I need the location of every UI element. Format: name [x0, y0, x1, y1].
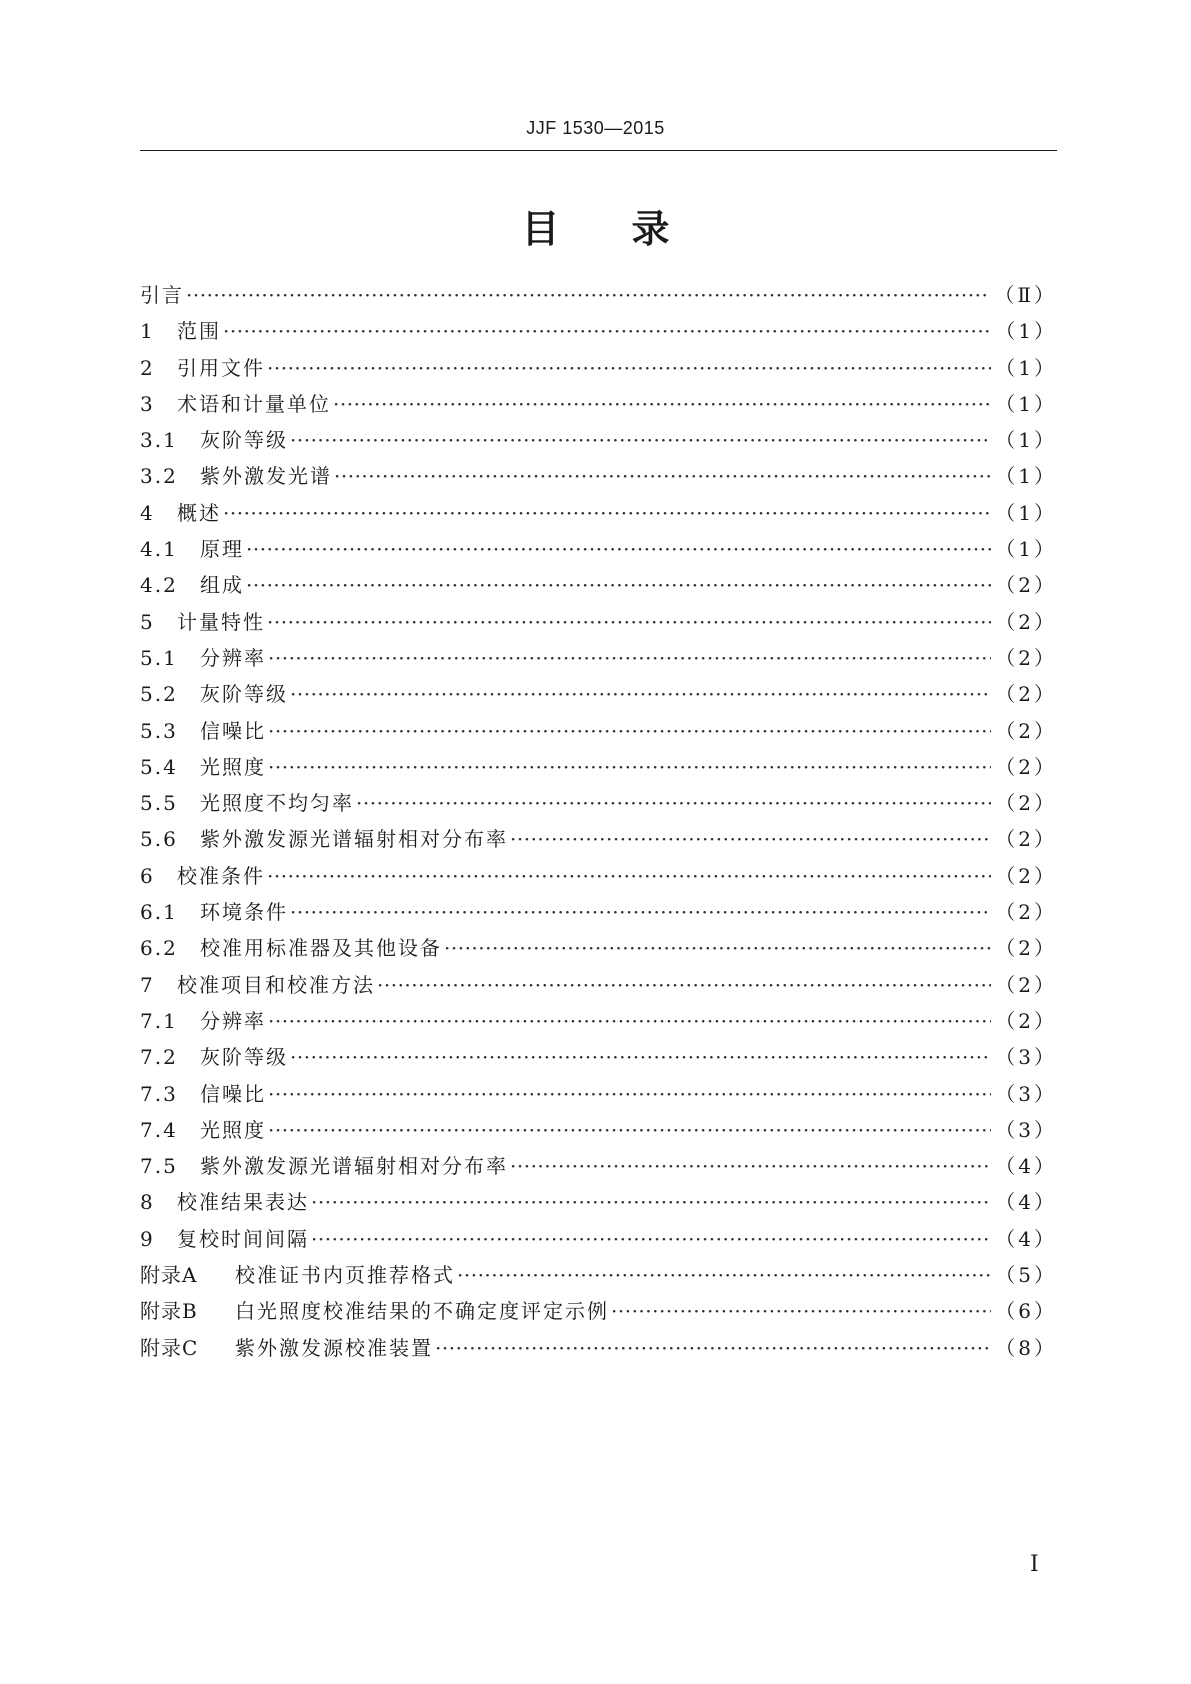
- toc-entry-number: 3.1: [140, 428, 178, 453]
- toc-entry-label: 术语和计量单位: [177, 391, 331, 416]
- toc-entry-label: 信噪比: [200, 1081, 266, 1106]
- toc-entry-page: （1）: [995, 355, 1057, 380]
- toc-title: [0, 198, 1191, 253]
- toc-entry-label: 校准条件: [177, 863, 265, 888]
- toc-entry-label: 计量特性: [177, 609, 265, 634]
- toc-entry-number: 4.1: [140, 537, 178, 562]
- toc-entry-page: （4）: [995, 1190, 1057, 1215]
- toc-entry[interactable]: [140, 858, 1057, 894]
- toc-entry[interactable]: [140, 531, 1057, 567]
- toc-entry-page: （1）: [995, 391, 1057, 416]
- toc-entry-label: 光照度不均匀率: [200, 791, 354, 816]
- toc-entry-label: 光照度: [200, 754, 266, 779]
- toc-entry[interactable]: [140, 821, 1057, 857]
- toc-entry[interactable]: [140, 930, 1057, 966]
- toc-title-right: 录: [631, 207, 670, 251]
- toc-entry-number: 6.2: [140, 936, 178, 961]
- toc-entry-number: 7: [140, 972, 155, 997]
- table-of-contents: [140, 277, 1057, 1366]
- toc-entry-page: （2）: [995, 1008, 1057, 1033]
- toc-entry-label: 分辨率: [200, 1008, 266, 1033]
- toc-entry[interactable]: [140, 1112, 1057, 1148]
- toc-entry-number: 5: [140, 609, 155, 634]
- toc-entry-label: 组成: [200, 573, 244, 598]
- toc-entry[interactable]: [140, 1221, 1057, 1257]
- toc-entry[interactable]: [140, 894, 1057, 930]
- toc-leader-dots: [246, 531, 991, 567]
- toc-leader-dots: [290, 676, 991, 712]
- toc-entry-page: （2）: [995, 791, 1057, 816]
- toc-entry[interactable]: [140, 1076, 1057, 1112]
- toc-entry[interactable]: [140, 604, 1057, 640]
- toc-entry-page: （3）: [995, 1117, 1057, 1142]
- toc-entry-page: （1）: [995, 537, 1057, 562]
- toc-entry[interactable]: [140, 313, 1057, 349]
- toc-entry-label: 范围: [177, 319, 221, 344]
- toc-leader-dots: [290, 1039, 991, 1075]
- toc-entry-number: 附录A: [140, 1263, 198, 1288]
- toc-entry-number: 3.2: [140, 464, 178, 489]
- toc-entry-page: （8）: [995, 1335, 1057, 1360]
- toc-entry[interactable]: [140, 1293, 1057, 1329]
- toc-entry-label: 信噪比: [200, 718, 266, 743]
- toc-entry-number: 9: [140, 1226, 155, 1251]
- toc-entry-page: （1）: [995, 319, 1057, 344]
- toc-entry[interactable]: [140, 1330, 1057, 1366]
- toc-leader-dots: [267, 858, 991, 894]
- toc-entry-number: 附录C: [140, 1335, 199, 1360]
- toc-entry-page: （3）: [995, 1081, 1057, 1106]
- toc-leader-dots: [268, 1003, 991, 1039]
- toc-entry-number: 5.1: [140, 645, 178, 670]
- toc-entry-label: 引用文件: [177, 355, 265, 380]
- toc-entry-number: 5.6: [140, 827, 178, 852]
- toc-entry-page: （2）: [995, 827, 1057, 852]
- toc-entry-label: 分辨率: [200, 645, 266, 670]
- toc-entry-number: 6: [140, 863, 155, 888]
- toc-entry-page: （Ⅱ）: [994, 283, 1057, 307]
- toc-entry-label: 灰阶等级: [200, 682, 288, 707]
- toc-entry-page: （1）: [995, 428, 1057, 453]
- toc-entry-label: 灰阶等级: [200, 1045, 288, 1070]
- toc-entry-label: 复校时间间隔: [177, 1226, 309, 1251]
- toc-entry-page: （2）: [995, 718, 1057, 743]
- toc-leader-dots: [268, 713, 991, 749]
- toc-entry-label: 白光照度校准结果的不确定度评定示例: [235, 1299, 609, 1324]
- toc-entry-number: 8: [140, 1190, 155, 1215]
- toc-leader-dots: [268, 749, 991, 785]
- toc-entry-label: 原理: [200, 537, 244, 562]
- toc-entry-page: （2）: [995, 645, 1057, 670]
- toc-entry[interactable]: [140, 967, 1057, 1003]
- toc-title-left: 目: [521, 207, 560, 251]
- toc-entry-page: （2）: [995, 609, 1057, 634]
- toc-entry-page: （5）: [995, 1263, 1057, 1288]
- toc-leader-dots: [290, 894, 991, 930]
- page-number: Ⅰ: [1030, 1552, 1039, 1577]
- toc-entry-page: （2）: [995, 900, 1057, 925]
- toc-entry[interactable]: [140, 350, 1057, 386]
- toc-entry-page: （6）: [995, 1299, 1057, 1324]
- header-divider: [140, 150, 1057, 151]
- toc-leader-dots: [435, 1330, 991, 1366]
- toc-entry-number: 1: [140, 319, 155, 344]
- toc-entry-label: 紫外激发源校准装置: [235, 1335, 433, 1360]
- toc-leader-dots: [611, 1293, 991, 1329]
- toc-leader-dots: [268, 1076, 991, 1112]
- toc-entry[interactable]: [140, 1148, 1057, 1184]
- toc-entry[interactable]: [140, 458, 1057, 494]
- toc-entry-number: 5.2: [140, 682, 178, 707]
- toc-entry-label: 紫外激发源光谱辐射相对分布率: [200, 1154, 508, 1179]
- toc-leader-dots: [223, 313, 991, 349]
- toc-leader-dots: [268, 640, 991, 676]
- toc-leader-dots: [186, 277, 990, 313]
- toc-leader-dots: [267, 604, 991, 640]
- toc-entry-number: 7.3: [140, 1081, 178, 1106]
- toc-entry-label: 校准结果表达: [177, 1190, 309, 1215]
- toc-leader-dots: [223, 495, 991, 531]
- toc-entry-label: 校准项目和校准方法: [177, 972, 375, 997]
- toc-entry[interactable]: [140, 422, 1057, 458]
- toc-entry-page: （2）: [995, 682, 1057, 707]
- toc-entry[interactable]: [140, 386, 1057, 422]
- toc-leader-dots: [311, 1184, 991, 1220]
- toc-entry[interactable]: [140, 713, 1057, 749]
- toc-leader-dots: [510, 1148, 991, 1184]
- toc-entry-page: （1）: [995, 500, 1057, 525]
- toc-entry-page: （4）: [995, 1154, 1057, 1179]
- toc-entry-number: 3: [140, 391, 155, 416]
- toc-entry-number: 7.2: [140, 1045, 178, 1070]
- toc-leader-dots: [510, 821, 991, 857]
- toc-entry-number: 5.4: [140, 754, 178, 779]
- toc-entry[interactable]: [140, 1003, 1057, 1039]
- toc-entry[interactable]: [140, 277, 1057, 313]
- toc-entry-page: （4）: [995, 1226, 1057, 1251]
- toc-entry-label: 紫外激发源光谱辐射相对分布率: [200, 827, 508, 852]
- toc-entry-page: （2）: [995, 754, 1057, 779]
- toc-entry-number: 4: [140, 500, 155, 525]
- toc-entry-label: 环境条件: [200, 900, 288, 925]
- toc-entry-number: 7.1: [140, 1008, 178, 1033]
- toc-entry[interactable]: [140, 495, 1057, 531]
- toc-entry-label: 灰阶等级: [200, 428, 288, 453]
- toc-entry[interactable]: [140, 749, 1057, 785]
- toc-leader-dots: [268, 1112, 991, 1148]
- toc-entry-label: 光照度: [200, 1117, 266, 1142]
- toc-entry-label: 校准用标准器及其他设备: [200, 936, 442, 961]
- toc-leader-dots: [246, 567, 991, 603]
- toc-entry-label: 概述: [177, 500, 221, 525]
- toc-entry-page: （3）: [995, 1045, 1057, 1070]
- toc-entry-number: 2: [140, 355, 155, 380]
- toc-entry-label: 校准证书内页推荐格式: [235, 1263, 455, 1288]
- toc-leader-dots: [457, 1257, 991, 1293]
- toc-entry-number: 6.1: [140, 900, 178, 925]
- toc-entry-label: 紫外激发光谱: [200, 464, 332, 489]
- toc-leader-dots: [290, 422, 991, 458]
- toc-entry-number: 4.2: [140, 573, 178, 598]
- toc-entry[interactable]: [140, 1039, 1057, 1075]
- toc-entry-number: 7.5: [140, 1154, 178, 1179]
- toc-leader-dots: [333, 386, 991, 422]
- toc-leader-dots: [267, 350, 991, 386]
- toc-entry[interactable]: [140, 1257, 1057, 1293]
- toc-entry[interactable]: [140, 567, 1057, 603]
- toc-entry-number: 7.4: [140, 1117, 178, 1142]
- toc-leader-dots: [311, 1221, 991, 1257]
- toc-entry[interactable]: [140, 785, 1057, 821]
- toc-leader-dots: [377, 967, 991, 1003]
- toc-entry-page: （2）: [995, 936, 1057, 961]
- toc-entry-page: （1）: [995, 464, 1057, 489]
- toc-entry-page: （2）: [995, 573, 1057, 598]
- document-code: JJF 1530—2015: [526, 118, 665, 138]
- toc-leader-dots: [334, 458, 991, 494]
- toc-entry-label: 引言: [140, 283, 184, 307]
- toc-entry[interactable]: [140, 640, 1057, 676]
- toc-entry-number: 5.5: [140, 791, 178, 816]
- toc-entry-number: 附录B: [140, 1299, 198, 1324]
- toc-leader-dots: [356, 785, 991, 821]
- toc-leader-dots: [444, 930, 991, 966]
- toc-entry-number: 5.3: [140, 718, 178, 743]
- toc-entry[interactable]: [140, 1184, 1057, 1220]
- toc-entry-page: （2）: [995, 863, 1057, 888]
- toc-entry[interactable]: [140, 676, 1057, 712]
- toc-entry-page: （2）: [995, 972, 1057, 997]
